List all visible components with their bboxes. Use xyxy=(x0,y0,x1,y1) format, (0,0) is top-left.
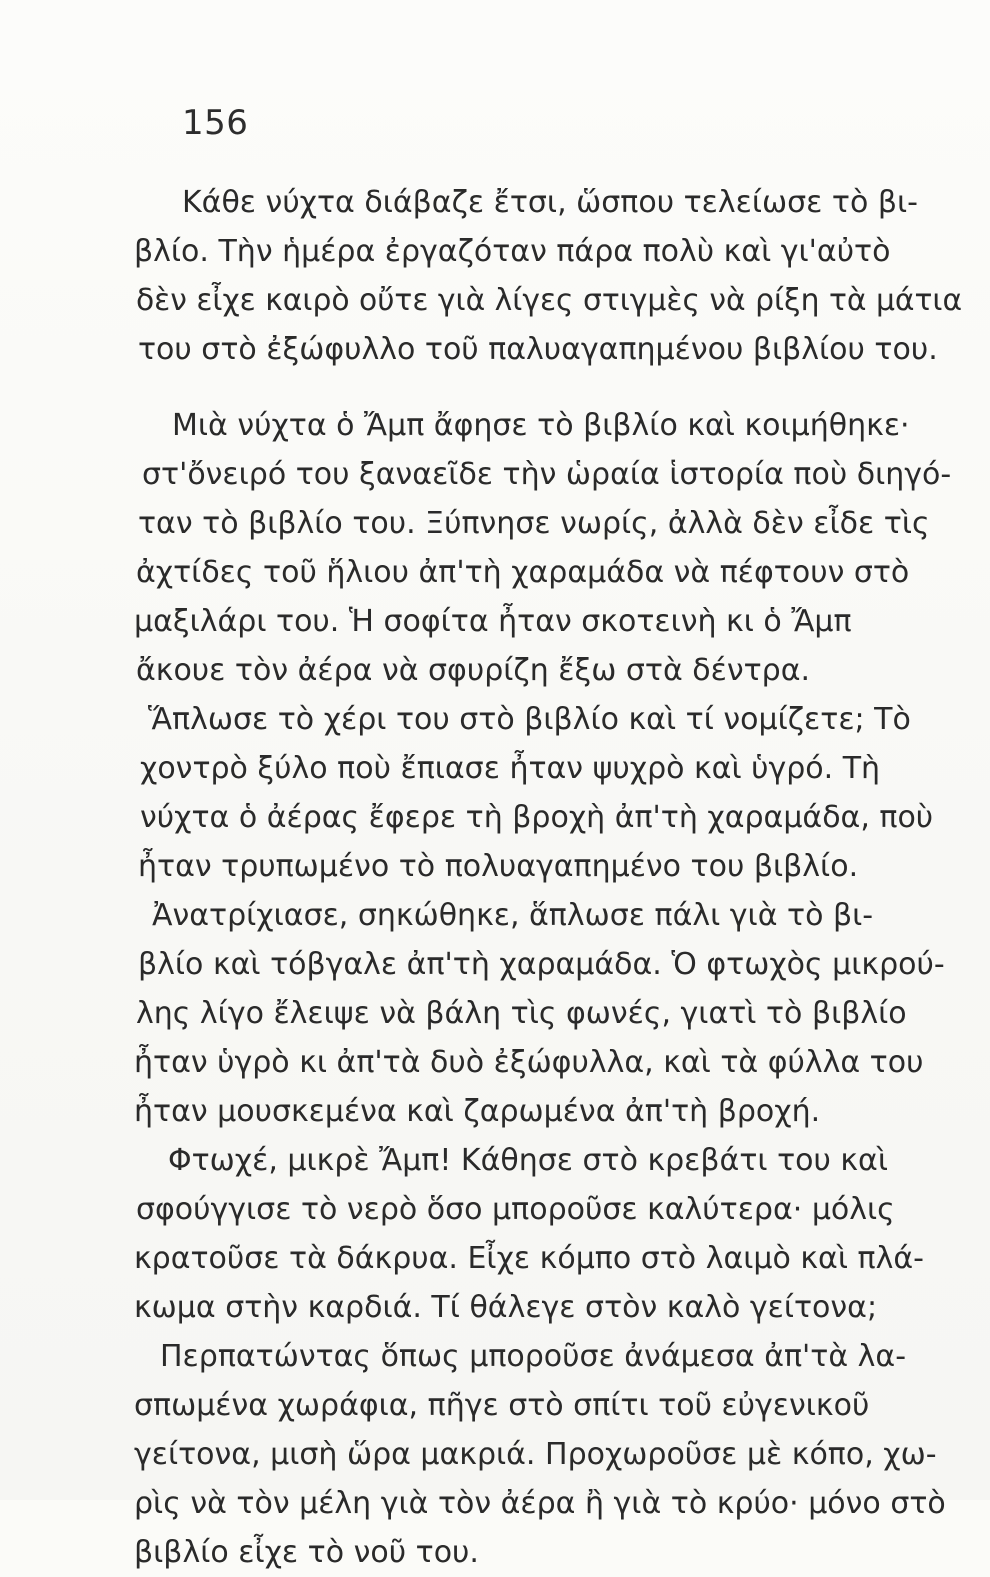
text-line: ἦταν μουσκεμένα καὶ ζαρωμένα ἀπ'τὴ βροχή. xyxy=(134,1094,821,1129)
body-text xyxy=(130,178,962,1577)
text-line: ρὶς νὰ τὸν μέλη γιὰ τὸν ἀέρα ἢ γιὰ τὸ κρύο· μόνο στὸ xyxy=(134,1486,946,1521)
text-line: νύχτα ὁ ἀέρας ἔφερε τὴ βροχὴ ἀπ'τὴ χαραμάδα, ποὺ xyxy=(140,800,934,835)
text-line: Περπατώντας ὅπως μποροῦσε ἀνάμεσα ἀπ'τὰ λα- xyxy=(160,1339,907,1374)
paragraph-gap xyxy=(130,374,962,401)
text-line: κωμα στὴν καρδιά. Τί θάλεγε στὸν καλὸ γείτονα; xyxy=(134,1290,878,1325)
text-line: του στὸ ἐξώφυλλο τοῦ παλυαγαπημένου βιβλίου του. xyxy=(138,332,938,367)
text-line: ἦταν ὑγρὸ κι ἀπ'τὰ δυὸ ἐξώφυλλα, καὶ τὰ φύλλα του xyxy=(134,1045,924,1080)
text-line: λης λίγο ἔλειψε νὰ βάλη τὶς φωνές, γιατὶ τὸ βιβλίο xyxy=(136,996,907,1031)
text-line: χοντρὸ ξύλο ποὺ ἔπιασε ἦταν ψυχρὸ καὶ ὑγρό. Τὴ xyxy=(140,751,881,786)
text-line: στ'ὄνειρό του ξαναεῖδε τὴν ὡραία ἱστορία ποὺ διηγό- xyxy=(142,457,952,492)
text-line: σφούγγισε τὸ νερὸ ὅσο μποροῦσε καλύτερα· μόλις xyxy=(136,1192,895,1227)
text-line: δὲν εἶχε καιρὸ οὔτε γιὰ λίγες στιγμὲς νὰ ρίξη τὰ μάτια xyxy=(135,283,963,318)
text-line: Μιὰ νύχτα ὁ Ἄμπ ἄφησε τὸ βιβλίο καὶ κοιμήθηκε· xyxy=(172,408,910,443)
text-line: Ἅπλωσε τὸ χέρι του στὸ βιβλίο καὶ τί νομίζετε; Τὸ xyxy=(148,702,911,737)
text-line: ἦταν τρυπωμένο τὸ πολυαγαπημένο του βιβλίο. xyxy=(138,849,859,884)
text-line: μαξιλάρι του. Ἡ σοφίτα ἦταν σκοτεινὴ κι ὁ Ἄμπ xyxy=(134,604,852,639)
text-line: Κάθε νύχτα διάβαζε ἔτσι, ὥσπου τελείωσε τὸ βι- xyxy=(182,185,918,220)
text-line: Φτωχέ, μικρὲ Ἄμπ! Κάθησε στὸ κρεβάτι του καὶ xyxy=(168,1143,888,1178)
text-line: γείτονα, μισὴ ὥρα μακριά. Προχωροῦσε μὲ κόπο, χω- xyxy=(134,1437,937,1472)
text-line: κρατοῦσε τὰ δάκρυα. Εἶχε κόμπο στὸ λαιμὸ καὶ πλά- xyxy=(134,1241,924,1276)
text-line: βιβλίο εἶχε τὸ νοῦ του. xyxy=(134,1535,479,1570)
text-line: ἀχτίδες τοῦ ἥλιου ἀπ'τὴ χαραμάδα νὰ πέφτουν στὸ xyxy=(136,555,910,590)
text-line: ταν τὸ βιβλίο του. Ξύπνησε νωρίς, ἀλλὰ δὲν εἶδε τὶς xyxy=(138,506,930,541)
text-line: Ἀνατρίχιασε, σηκώθηκε, ἅπλωσε πάλι γιὰ τὸ βι- xyxy=(152,898,874,933)
page-number: 156 xyxy=(182,103,249,143)
text-line: σπωμένα χωράφια, πῆγε στὸ σπίτι τοῦ εὐγενικοῦ xyxy=(134,1388,870,1423)
text-line: βλίο καὶ τόβγαλε ἀπ'τὴ χαραμάδα. Ὁ φτωχὸς μικρού- xyxy=(138,947,945,982)
text-line: βλίο. Τὴν ἡμέρα ἐργαζόταν πάρα πολὺ καὶ γι'αὐτὸ xyxy=(134,234,891,269)
text-line: ἄκουε τὸν ἀέρα νὰ σφυρίζη ἔξω στὰ δέντρα. xyxy=(136,653,811,688)
